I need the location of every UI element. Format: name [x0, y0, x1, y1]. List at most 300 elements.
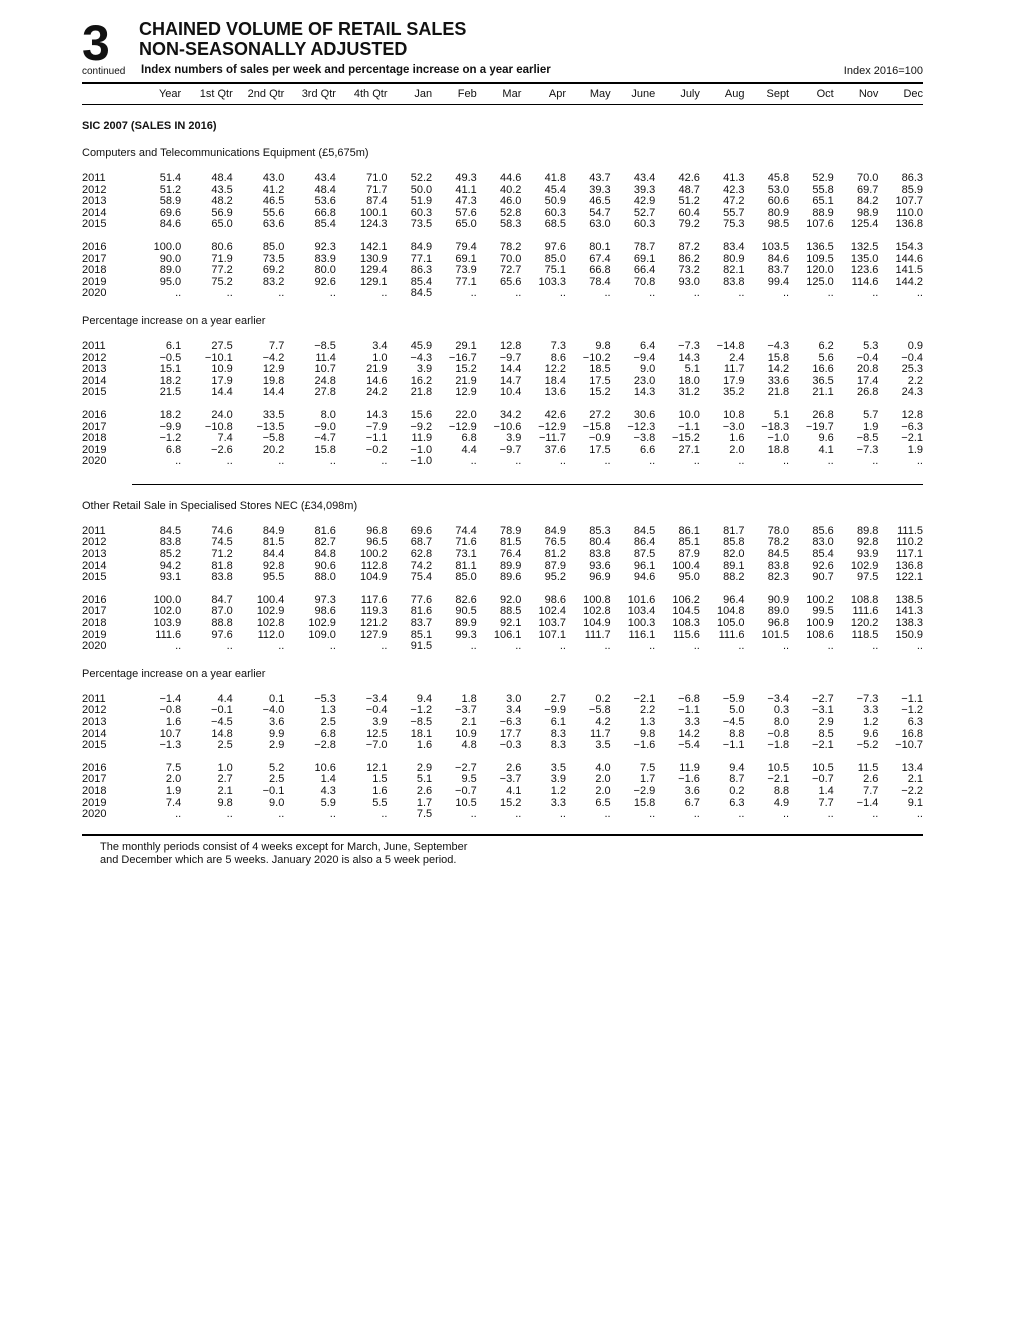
table-cell: 2.0 — [165, 773, 182, 786]
table-cell: 116.1 — [628, 628, 656, 641]
table-cell: 4.4 — [217, 692, 233, 705]
table-cell: 15.2 — [455, 363, 477, 376]
table-cell: −0.4 — [901, 351, 923, 364]
table-cell: 84.5 — [159, 524, 182, 537]
table-cell: 57.6 — [455, 206, 477, 219]
table-cell: 72.7 — [499, 264, 522, 277]
table-cell: .. — [278, 455, 285, 468]
table-cell: −0.4 — [365, 704, 388, 717]
table-cell: 104.8 — [716, 605, 745, 618]
table-cell: −4.2 — [262, 351, 285, 364]
table-cell: 41.3 — [723, 172, 745, 184]
table-row — [82, 630, 923, 642]
table-cell: 31.2 — [678, 386, 700, 399]
table-cell: 1.6 — [729, 432, 745, 445]
table-cell: 3.5 — [550, 761, 566, 774]
table-cell: −2.1 — [901, 432, 923, 445]
table-cell: 22.0 — [455, 408, 477, 421]
table-cell: .. — [470, 455, 477, 468]
table-cell: 53.6 — [314, 195, 336, 208]
table-cell: 41.2 — [262, 183, 285, 196]
table-cell: 10.8 — [723, 408, 745, 421]
table-cell: .. — [604, 640, 611, 653]
row-year: 2016 — [82, 593, 107, 606]
table-cell: .. — [515, 455, 522, 468]
table-cell: 138.3 — [895, 617, 923, 630]
table-cell: 80.0 — [314, 264, 336, 277]
table-cell: 27.5 — [211, 339, 233, 352]
table-cell: 117.1 — [896, 548, 923, 561]
table-cell: 3.9 — [372, 716, 388, 728]
table-cell: 8.8 — [773, 784, 790, 797]
table-cell: −4.7 — [314, 432, 336, 445]
table-cell: 48.7 — [678, 183, 700, 196]
table-cell: 3.5 — [595, 739, 611, 752]
table-cell: 27.1 — [678, 443, 700, 456]
table-cell: 8.0 — [320, 408, 336, 421]
table-cell: 83.7 — [410, 617, 433, 630]
table-cell: .. — [559, 640, 566, 653]
table-cell: 17.7 — [499, 727, 522, 740]
table-cell: 135.0 — [850, 252, 879, 265]
table-cell: 83.8 — [211, 571, 233, 584]
table-cell: 97.6 — [211, 628, 233, 641]
table-cell: 14.3 — [678, 351, 700, 364]
table-row — [82, 173, 923, 185]
row-year: 2011 — [82, 524, 106, 537]
table-cell: 154.3 — [895, 240, 923, 253]
table-cell: 62.8 — [410, 548, 433, 561]
table-cell: 11.7 — [590, 727, 611, 740]
table-cell: 78.2 — [767, 536, 790, 549]
table-cell: 9.4 — [729, 761, 745, 774]
table-cell: 13.6 — [544, 386, 566, 399]
table-cell: 92.8 — [262, 559, 285, 572]
table-cell: −3.4 — [365, 692, 388, 705]
table-cell: 2.7 — [217, 773, 233, 786]
table-cell: 51.4 — [159, 172, 182, 184]
table-cell: 48.4 — [211, 172, 233, 184]
column-header: Nov — [858, 88, 879, 100]
table-cell: 88.0 — [314, 571, 336, 584]
table-cell: 95.5 — [262, 571, 285, 584]
table-cell: 10.6 — [314, 761, 336, 774]
table-cell: 102.9 — [850, 559, 879, 572]
table-cell: 10.5 — [767, 761, 790, 774]
table-cell: 1.3 — [320, 704, 336, 717]
table-cell: 11.7 — [723, 363, 745, 376]
table-cell: 6.6 — [639, 443, 656, 456]
table-cell: 7.7 — [269, 339, 285, 352]
table-cell: −1.1 — [901, 692, 923, 705]
table-cell: 129.1 — [359, 275, 388, 288]
table-cell: 16.8 — [901, 727, 923, 740]
table-cell: 70.0 — [499, 252, 522, 265]
table-cell: 2.1 — [907, 773, 923, 786]
table-cell: 12.5 — [366, 727, 388, 740]
table-cell: .. — [693, 287, 700, 300]
table-cell: 75.2 — [211, 275, 233, 288]
table-cell: −13.5 — [256, 420, 285, 433]
table-cell: 100.0 — [153, 593, 182, 606]
section-separator — [132, 484, 923, 485]
table-cell: −2.9 — [633, 784, 656, 797]
table-cell: .. — [649, 640, 656, 653]
table-cell: .. — [783, 455, 790, 468]
table-cell: 74.6 — [211, 524, 233, 537]
table-cell: 119.3 — [360, 605, 388, 618]
table-cell: 9.8 — [217, 796, 233, 809]
table-cell: 2.6 — [506, 761, 522, 774]
table-cell: 96.4 — [723, 593, 745, 606]
table-cell: −15.2 — [672, 432, 700, 445]
table-cell: 8.5 — [818, 727, 834, 740]
table-cell: −7.3 — [856, 443, 879, 456]
table-cell: 101.6 — [627, 593, 656, 606]
row-year: 2016 — [82, 240, 107, 253]
table-cell: −3.7 — [455, 704, 477, 717]
table-cell: 100.3 — [627, 617, 656, 630]
table-cell: 84.7 — [211, 593, 233, 606]
table-cell: 81.7 — [723, 524, 745, 537]
table-cell: 86.1 — [678, 524, 700, 537]
table-cell: −2.1 — [767, 773, 790, 786]
table-cell: 9.8 — [639, 727, 656, 740]
table-cell: .. — [827, 808, 834, 821]
table-cell: 97.5 — [856, 571, 879, 584]
table-row — [82, 774, 923, 786]
table-cell: 69.6 — [159, 206, 182, 219]
table-cell: 46.5 — [262, 195, 285, 208]
table-cell: 90.6 — [314, 559, 336, 572]
table-cell: 24.3 — [901, 386, 923, 399]
table-cell: 11.9 — [411, 432, 433, 445]
table-cell: 95.0 — [159, 275, 182, 288]
table-row — [82, 456, 923, 468]
row-year: 2018 — [82, 264, 107, 277]
column-header-row — [82, 84, 923, 104]
table-cell: −14.8 — [716, 339, 745, 352]
table-cell: 69.1 — [455, 252, 477, 265]
table-cell: 1.7 — [416, 796, 433, 809]
row-year: 2020 — [82, 808, 107, 821]
table-cell: 58.9 — [159, 195, 182, 208]
table-cell: −0.7 — [812, 773, 834, 786]
row-year: 2019 — [82, 796, 107, 809]
table-cell: −0.7 — [455, 784, 477, 797]
table-cell: −5.9 — [722, 692, 745, 705]
table-cell: 90.5 — [455, 605, 477, 618]
table-cell: 100.4 — [256, 593, 285, 606]
table-cell: 8.6 — [550, 351, 566, 364]
column-header: Oct — [816, 88, 834, 100]
row-year: 2018 — [82, 432, 107, 445]
row-year: 2017 — [82, 420, 107, 433]
table-cell: 136.5 — [806, 240, 834, 253]
table-cell: 13.4 — [901, 761, 923, 774]
row-year: 2020 — [82, 640, 107, 653]
table-cell: 107.7 — [895, 195, 923, 208]
table-cell: −10.8 — [204, 420, 233, 433]
table-cell: 7.7 — [863, 784, 879, 797]
table-cell: −1.2 — [901, 704, 923, 717]
table-cell: 69.2 — [262, 264, 285, 277]
table-cell: 21.5 — [159, 386, 182, 399]
table-cell: −10.7 — [895, 739, 923, 752]
table-cell: 110.2 — [896, 536, 923, 549]
table-cell: 81.5 — [262, 536, 285, 549]
table-cell: 63.0 — [589, 218, 611, 231]
table-cell: 70.0 — [856, 172, 879, 184]
table-cell: 8.8 — [729, 727, 745, 740]
table-cell: .. — [693, 455, 700, 468]
table-cell: 7.5 — [165, 761, 182, 774]
table-cell: 6.2 — [818, 339, 834, 352]
table-cell: 2.9 — [416, 761, 433, 774]
table-cell: .. — [827, 455, 834, 468]
table-cell: 102.4 — [538, 605, 566, 618]
table-cell: .. — [916, 808, 923, 821]
table-cell: 89.8 — [856, 524, 879, 537]
row-year: 2015 — [82, 739, 107, 752]
table-cell: 6.1 — [550, 716, 566, 728]
table-cell: 87.9 — [544, 559, 566, 572]
table-cell: 8.3 — [550, 727, 566, 740]
table-cell: 45.9 — [410, 339, 433, 352]
subtitle: Index numbers of sales per week and percentage increase on a year earlier — [141, 64, 551, 76]
table-cell: 87.9 — [678, 548, 700, 561]
table-cell: 47.3 — [455, 195, 477, 208]
table-cell: 108.3 — [672, 617, 700, 630]
table-cell: 67.4 — [589, 252, 611, 265]
table-cell: 100.4 — [672, 559, 700, 572]
table-cell: 83.0 — [812, 536, 834, 549]
table-cell: 14.4 — [262, 386, 285, 399]
table-cell: 78.7 — [633, 240, 656, 253]
table-cell: −7.3 — [678, 339, 700, 352]
table-cell: 1.0 — [372, 351, 388, 364]
table-cell: 94.6 — [633, 571, 656, 584]
table-cell: 101.5 — [761, 628, 790, 641]
table-cell: 80.4 — [589, 536, 611, 549]
table-cell: −10.6 — [493, 420, 522, 433]
table-cell: 6.8 — [165, 443, 182, 456]
table-cell: 85.1 — [410, 628, 433, 641]
table-cell: −0.1 — [262, 784, 285, 797]
table-cell: 102.9 — [256, 605, 285, 618]
table-cell: .. — [175, 640, 182, 653]
table-cell: 88.8 — [211, 617, 233, 630]
row-year: 2019 — [82, 275, 107, 288]
table-cell: 60.3 — [544, 206, 566, 219]
table-cell: 18.5 — [589, 363, 611, 376]
row-year: 2012 — [82, 183, 107, 196]
table-cell: 106.1 — [493, 628, 522, 641]
table-cell: 2.0 — [729, 443, 745, 456]
table-cell: 33.5 — [262, 408, 285, 421]
table-cell: 106.2 — [672, 593, 700, 606]
table-cell: 99.3 — [455, 628, 477, 641]
table-cell: 77.1 — [410, 252, 433, 265]
table-cell: 27.2 — [589, 408, 611, 421]
table-cell: 84.2 — [856, 195, 879, 208]
table-cell: 111.6 — [852, 605, 879, 618]
table-cell: −12.3 — [627, 420, 656, 433]
table-cell: 102.8 — [583, 605, 611, 618]
row-year: 2012 — [82, 536, 107, 549]
table-cell: 7.5 — [639, 761, 656, 774]
table-cell: 35.2 — [723, 386, 745, 399]
table-cell: 95.2 — [544, 571, 566, 584]
table-cell: −6.3 — [901, 420, 923, 433]
table-cell: 85.2 — [159, 548, 182, 561]
table-cell: −4.3 — [410, 351, 433, 364]
table-row — [82, 717, 923, 729]
bottom-rule — [82, 834, 923, 836]
table-cell: 84.5 — [767, 548, 790, 561]
table-cell: 15.8 — [767, 351, 790, 364]
table-cell: 3.9 — [550, 773, 566, 786]
table-cell: 71.9 — [211, 252, 233, 265]
table-cell: 3.3 — [684, 716, 700, 728]
table-cell: .. — [827, 640, 834, 653]
table-cell: .. — [329, 640, 336, 653]
table-cell: 77.2 — [211, 264, 233, 277]
table-row — [82, 242, 923, 254]
table-cell: 80.9 — [767, 206, 790, 219]
table-cell: 100.8 — [583, 593, 611, 606]
table-cell: .. — [916, 455, 923, 468]
table-cell: −1.2 — [410, 704, 433, 717]
table-cell: 102.0 — [153, 605, 182, 618]
table-cell: 18.0 — [678, 374, 700, 387]
table-cell: 83.8 — [589, 548, 611, 561]
table-cell: 3.0 — [506, 692, 522, 705]
table-cell: 52.7 — [633, 206, 656, 219]
table-cell: 2.2 — [907, 374, 923, 387]
table-cell: 69.1 — [633, 252, 656, 265]
table-cell: 10.5 — [455, 796, 477, 809]
table-cell: 1.3 — [639, 716, 656, 728]
table-cell: 14.4 — [211, 386, 233, 399]
table-cell: 9.9 — [269, 727, 285, 740]
table-cell: 127.9 — [359, 628, 388, 641]
column-header: 3rd Qtr — [301, 88, 336, 100]
table-cell: 97.6 — [544, 240, 566, 253]
table-cell: 17.4 — [856, 374, 879, 387]
table-cell: 24.2 — [366, 386, 388, 399]
table-cell: 86.3 — [901, 172, 923, 184]
table-cell: .. — [559, 455, 566, 468]
table-cell: 96.5 — [366, 536, 388, 549]
table-cell: .. — [872, 455, 879, 468]
row-year: 2017 — [82, 773, 107, 786]
table-cell: 107.6 — [806, 218, 834, 231]
table-cell: −2.2 — [901, 784, 923, 797]
table-cell: 26.8 — [812, 408, 834, 421]
table-cell: 4.9 — [773, 796, 790, 809]
table-cell: 65.0 — [211, 218, 233, 231]
table-cell: −5.8 — [588, 704, 611, 717]
table-cell: 83.8 — [723, 275, 745, 288]
table-cell: 5.9 — [320, 796, 336, 809]
table-cell: 87.0 — [211, 605, 233, 618]
table-cell: 86.4 — [633, 536, 656, 549]
table-cell: 80.6 — [211, 240, 233, 253]
table-cell: 104.5 — [672, 605, 700, 618]
table-cell: 1.6 — [416, 739, 433, 752]
row-year: 2011 — [82, 339, 106, 352]
table-cell: 85.4 — [812, 548, 834, 561]
table-cell: 55.8 — [812, 183, 834, 196]
table-cell: 87.4 — [366, 195, 388, 208]
table-cell: .. — [470, 640, 477, 653]
table-cell: 14.3 — [366, 408, 388, 421]
table-cell: 85.6 — [812, 524, 834, 537]
table-cell: 136.8 — [895, 559, 923, 572]
table-cell: 14.3 — [633, 386, 656, 399]
table-cell: 89.1 — [723, 559, 745, 572]
table-cell: 0.3 — [773, 704, 790, 717]
table-cell: 80.9 — [723, 252, 745, 265]
table-cell: .. — [175, 287, 182, 300]
table-cell: .. — [226, 640, 233, 653]
table-cell: 102.8 — [256, 617, 285, 630]
table-cell: 88.2 — [723, 571, 745, 584]
block-heading: Percentage increase on a year earlier — [82, 314, 266, 327]
table-cell: .. — [381, 455, 388, 468]
table-cell: 90.0 — [159, 252, 182, 265]
column-header: Feb — [457, 88, 477, 100]
table-cell: 95.0 — [678, 571, 700, 584]
section-title: Computers and Telecommunications Equipment (£5,675m) — [82, 147, 369, 159]
table-cell: 84.5 — [633, 524, 656, 537]
table-cell: −0.5 — [159, 351, 182, 364]
table-cell: 30.6 — [633, 408, 656, 421]
table-cell: 0.9 — [907, 339, 923, 352]
table-cell: 3.4 — [372, 339, 388, 352]
table-cell: 0.2 — [595, 692, 611, 705]
table-cell: 93.6 — [589, 559, 611, 572]
table-cell: 18.8 — [767, 443, 790, 456]
table-cell: −4.3 — [767, 339, 790, 352]
table-cell: 66.8 — [589, 264, 611, 277]
row-year: 2020 — [82, 455, 107, 468]
table-cell: 66.8 — [314, 206, 336, 219]
table-cell: 47.2 — [723, 195, 745, 208]
column-header: Year — [158, 88, 182, 100]
table-cell: 121.2 — [359, 617, 388, 630]
row-year: 2014 — [82, 559, 107, 572]
table-cell: 18.2 — [159, 408, 182, 421]
table-cell: 79.2 — [678, 218, 700, 231]
table-cell: .. — [649, 455, 656, 468]
table-cell: 4.2 — [595, 716, 611, 728]
table-cell: 17.5 — [589, 374, 611, 387]
table-cell: .. — [381, 808, 388, 821]
table-cell: 68.5 — [544, 218, 566, 231]
table-cell: −1.8 — [767, 739, 790, 752]
column-header: Sept — [766, 88, 790, 100]
table-cell: 66.4 — [633, 264, 656, 277]
table-row — [82, 809, 923, 821]
table-cell: 81.8 — [211, 559, 233, 572]
table-cell: 78.2 — [499, 240, 522, 253]
table-cell: 92.1 — [499, 617, 522, 630]
row-year: 2011 — [82, 172, 106, 184]
table-row — [82, 618, 923, 630]
table-cell: 111.6 — [718, 628, 745, 641]
